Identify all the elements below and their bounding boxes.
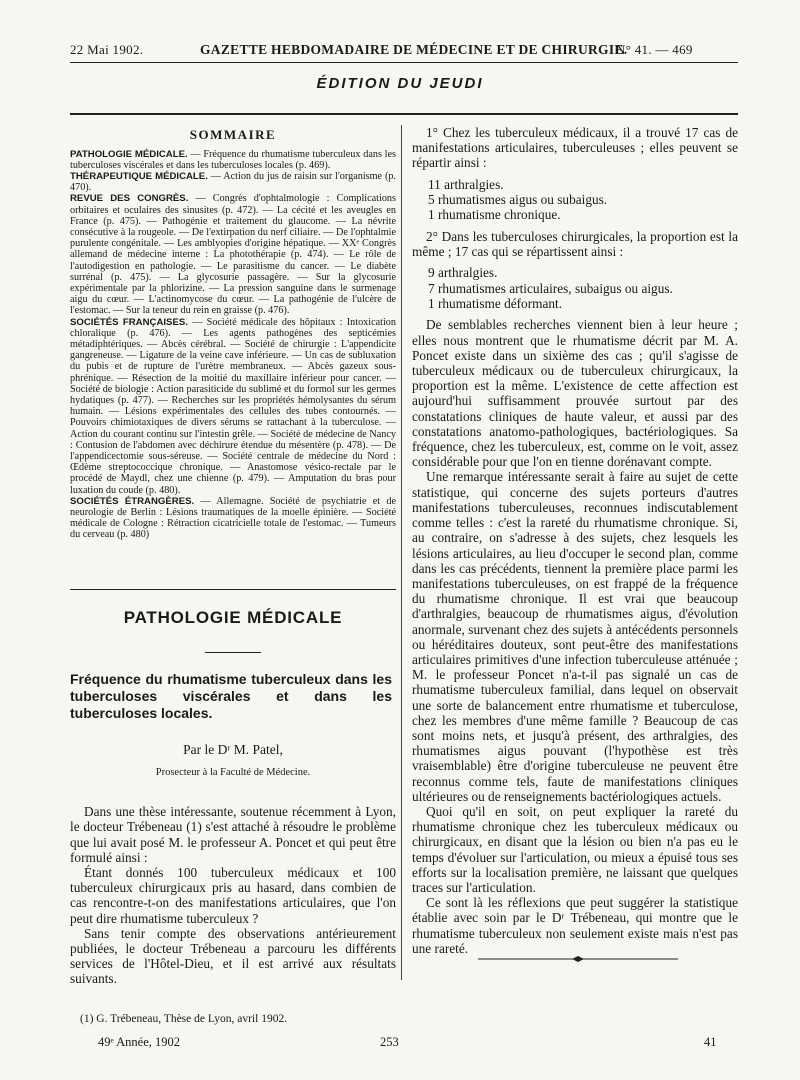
- footer-year: 49ᵉ Année, 1902: [98, 1035, 181, 1049]
- edition-label: ÉDITION DU JEUDI: [316, 75, 484, 92]
- sommaire-list: [70, 149, 396, 541]
- left-column: [70, 125, 396, 987]
- issue-page-number: N° 41. — 469: [616, 42, 693, 57]
- list-item: 5 rhumatismes aigus ou subaigus.: [428, 192, 608, 208]
- sommaire-item: REVUE DES CONGRÈS. — Congrès d'ophtalmologie : Complications orbitaires et oculaires des sinusites (p. 472). — La cécité et les aveugles en France (p. 475). — Pathogénie et traitement du glaucome. — La névrite consécutive à la rougeole. — De l'extirpation du nerf ciliaire. — De l'ophtalmie purulente congénitale. — Les amblyopies d'origine hépatique. — XXᵉ Congrès allemand de médecine interne : La photothérapie (p. 474). — Le rôle de l'autodigestion en pathologie. — Le parasitisme du cancer. — Le diabète surrénal (p. 475). — La glycosurie passagère. — Sur la glycosurie expérimentale par la phlorizine. — La pression sanguine dans le surmenage aigu du cœur. — L'actinomycose du cœur. — La pathogénie de l'ulcère de l'estomac. — Sur la teneur du rein en graisse (p. 476).: [70, 193, 396, 317]
- right-column: [412, 125, 738, 956]
- list-item: 1 rhumatisme chronique.: [428, 207, 561, 223]
- body-paragraph: Dans une thèse intéressante, soutenue récemment à Lyon, le docteur Trébeneau (1) s'est attaché à résoudre le problème que lui avait posé M. le professeur A. Poncet et qui peut être formulé ainsi :: [70, 804, 396, 865]
- footer-folio: 253: [380, 1035, 399, 1049]
- footer-sheet: 41: [704, 1035, 717, 1049]
- author-affiliation: Prosecteur à la Faculté de Médecine.: [155, 766, 311, 778]
- body-paragraph: Une remarque intéressante serait à faire au sujet de cette statistique, qui concerne des sujets porteurs d'autres manifestations tuberculeuses, reconnues indiscutablement comme telles : c'est la rareté du rhumatisme chronique. Si, au contraire, on s'adresse à des sujets, chez lesquels les lésions articulaires, au lieu d'occuper le second plan, comme dans les cas précédents, tiennent la première place parmi les manifestations tuberculeuses, on est frappé de la fréquence du rhumatisme chronique. Il est vrai que beaucoup d'arthralgies, beaucoup de rhumatismes aigus, d'évolution anormale, survenant chez des sujets à antécédents personnels ou héréditaires douteux, sont peut-être des manifestations articulaires primitives d'une infection tuberculeuse atténuée ; M. le professeur Poncet n'a-t-il pas signalé un cas de rhumatisme tuberculeux familial, dans lequel on observait une sorte de balancement entre rhumatisme et tuberculose, chez les membres d'une même famille ? Beaucoup de cas sont moins nets, et jusqu'à présent, des arthralgies, des rhumatismes aigus pouvant (l'hypothèse est très vraisemblable) être d'origine tuberculeuse ne peuvent être reconnus comme tels, faute de manifestations cliniques ultérieures ou de renseignements bactériologiques actuels.: [412, 469, 738, 804]
- body-paragraph: Sans tenir compte des observations antérieurement publiées, le docteur Trébeneau a parcouru les différents services de l'Hôtel-Dieu, et il est arrivé aux résultats suivants.: [70, 925, 396, 987]
- list-item: 7 rhumatismes articulaires, subaigus ou aigus.: [428, 280, 673, 296]
- sommaire-item: PATHOLOGIE MÉDICALE. — Fréquence du rhumatisme tuberculeux dans les tuberculoses viscérales et dans les tuberculoses locales (p. 469).: [70, 148, 396, 171]
- body-paragraph: 1° Chez les tuberculeux médicaux, il a trouvé 17 cas de manifestations articulaires, tuberculeuses ; elles peuvent se répartir ainsi :: [412, 125, 738, 171]
- stats-list: [428, 265, 738, 311]
- list-item: 9 arthralgies.: [428, 265, 498, 281]
- short-rule: [205, 652, 261, 653]
- section-heading: PATHOLOGIE MÉDICALE: [123, 607, 343, 627]
- sommaire-item: SOCIÉTÉS ÉTRANGÈRES. — Allemagne. Société de psychiatrie et de neurologie de Berlin : Lésions traumatiques de la moelle épinière. — Société médicale de Cologne : Rétraction cicatricielle totale de l'estomac. — Tumeurs du cerveau (p. 480): [70, 495, 396, 541]
- article-title: Fréquence du rhumatisme tuberculeux dans les tuberculoses viscérales et dans les tuberculoses locales.: [70, 671, 392, 722]
- running-date: 22 Mai 1902.: [70, 42, 144, 57]
- author-line: Par le Dʳ M. Patel,: [183, 742, 283, 758]
- footnote: (1) G. Trébeneau, Thèse de Lyon, avril 1902.: [80, 1013, 288, 1025]
- stats-list: [428, 177, 738, 223]
- journal-title: GAZETTE HEBDOMADAIRE DE MÉDECINE ET DE CHIRURGIE.: [200, 42, 628, 57]
- column-divider: [401, 125, 402, 980]
- sommaire-item: SOCIÉTÉS FRANÇAISES. — Société médicale des hôpitaux : Intoxication chloralique (p. 476). — Les agents pathogènes des septicémies métadiphtériques. — Abcès cérébral. — Société de chirurgie : L'appendicite gangreneuse. — Ligature de la veine cave inférieure. — Un cas de subluxation du pubis et de rupture de l'urètre membraneux. — Abcès gazeux sous-phrénique. — Résection de la moitié du maxillaire inférieur pour cancer. — Société de biologie : Action parasiticide du sublimé et du formol sur les germes hydatiques (p. 477). — Recherches sur les propriétés hémolysantes du sérum humain. — Lésions expérimentales des cellules des tubes contournés. — Pouvoirs chimiotaxiques de divers sérums se rattachant à la tuberculose. — Action du courant continu sur l'intestin grêle. — Société de médecine de Nancy : Contusion de l'abdomen avec déchirure étendue du mésentère (p. 478). — De l'appendicectomie sous-séreuse. — Société centrale de médecine du Nord : Œdème streptococcique chronique. — Anastomose vésico-rectale par le procédé de Maydl, chez une chienne (p. 479). — Amputation du bras pour luxation du coude (p. 480).: [70, 316, 396, 496]
- body-paragraph: Ce sont là les réflexions que peut suggérer la statistique établie avec soin par le Dʳ Trébeneau, qui montre que le rhumatisme tuberculeux non seulement existe mais n'est pas une rareté.: [412, 895, 738, 956]
- section-rule: [70, 589, 396, 590]
- body-paragraph: 2° Dans les tuberculoses chirurgicales, la proportion est la même ; 17 cas qui se répartissent ainsi :: [412, 228, 738, 260]
- header-rule: [70, 62, 738, 63]
- list-item: 1 rhumatisme déformant.: [428, 296, 563, 312]
- sommaire-title: SOMMAIRE: [189, 127, 277, 142]
- ornament-rule: [478, 955, 678, 963]
- body-paragraph: Quoi qu'il en soit, on peut expliquer la rareté du rhumatisme chronique chez les tuberculeux médicaux ou chirurgicaux, en disant que la lésion ou bien n'a pas eu le temps d'évoluer sur l'articulation, ou mieux a épuisé tous ses efforts sur la localisation première, ne laissant que quelques traces sur l'articulation.: [412, 803, 738, 895]
- body-paragraph: Étant donnés 100 tuberculeux médicaux et 100 tuberculeux chirurgicaux pris au hasard, dans combien de cas rencontre-t-on des manifestations articulaires, que l'on peut dire rhumatisme tuberculeux ?: [70, 864, 396, 926]
- list-item: 11 arthralgies.: [428, 176, 504, 192]
- edition-rule: [70, 113, 738, 115]
- sommaire-item: THÉRAPEUTIQUE MÉDICALE. — Action du jus de raisin sur l'organisme (p. 470).: [70, 170, 396, 194]
- body-paragraph: De semblables recherches viennent bien à leur heure ; elles nous montrent que le rhumatisme décrit par M. A. Poncet existe dans un sixième des cas ; qu'il s'agisse de tuberculeux médicaux ou de tuberculeux chirurgicaux, la proportion est la même. L'existence de cette affection est aujourd'hui suffisamment prouvée surtout par des constatations cliniques de haute valeur, et aussi par des constatations anatomo-pathologiques, bactériologiques. Sa fréquence, chez les tuberculeux, est, comme on le voit, assez considérable pour que l'on en tienne dorénavant compte.: [412, 317, 738, 470]
